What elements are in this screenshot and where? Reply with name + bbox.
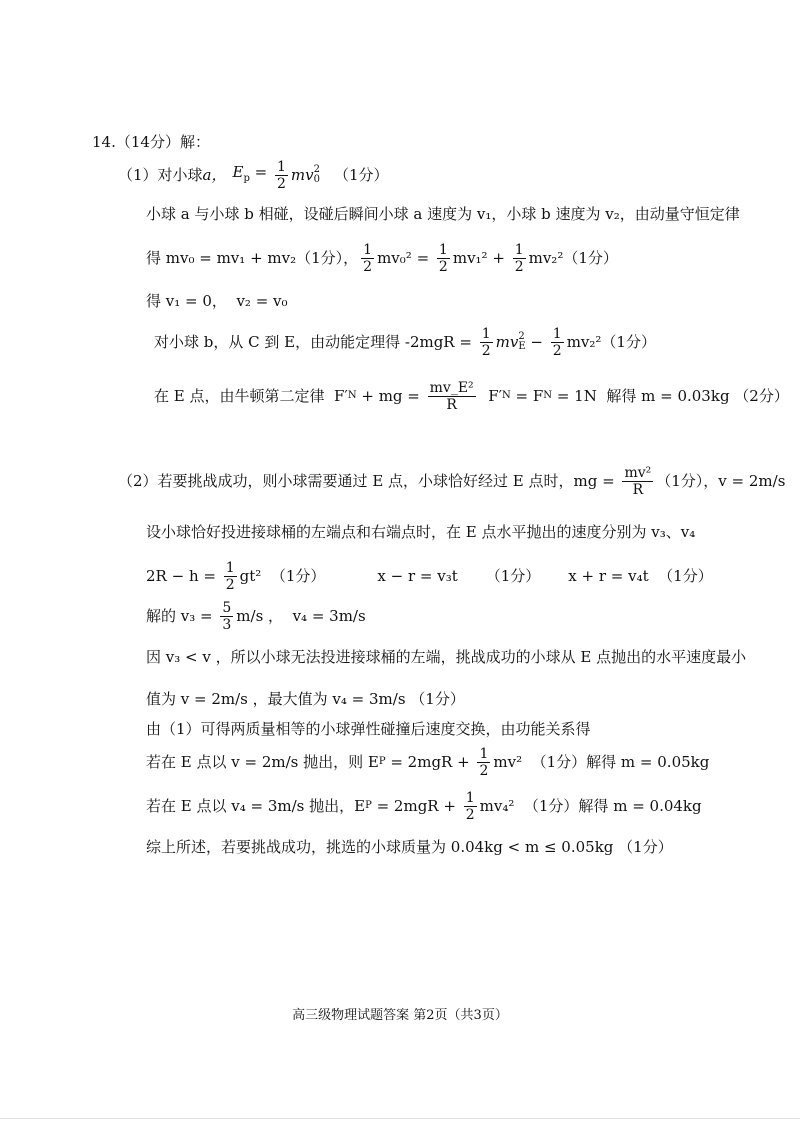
frac-num: 1 bbox=[363, 241, 373, 258]
frac-num: 1 bbox=[479, 745, 489, 762]
problem-title bbox=[92, 131, 210, 153]
sup: 2 bbox=[313, 164, 320, 175]
part2-line7-text: 由（1）可得两质量相等的小球弹性碰撞后速度交换，由功能关系得 bbox=[146, 720, 591, 738]
mv-term: mv bbox=[495, 333, 519, 351]
ve-scripts bbox=[518, 332, 525, 352]
result-m2: mv₄² （1分）解得 m = 0.04kg bbox=[479, 797, 702, 815]
part2-line7 bbox=[146, 718, 591, 740]
frac-num: 1 bbox=[465, 789, 475, 806]
fraction-half bbox=[480, 326, 493, 359]
part2-line1 bbox=[118, 462, 785, 500]
mv2-term: mv₂²（1分） bbox=[566, 333, 656, 351]
conclusion: 综上所述，若要挑战成功，挑选的小球质量为 0.04kg < m ≤ 0.05kg （1分） bbox=[146, 838, 673, 856]
fn-prime: F′ bbox=[478, 387, 503, 405]
frac-den: 2 bbox=[481, 342, 491, 359]
fraction-5-3 bbox=[220, 600, 233, 633]
footer-text: 高三级物理试题答案 第2页（共3页） bbox=[292, 1008, 508, 1023]
page-footer bbox=[0, 1004, 800, 1023]
frac-den: 2 bbox=[479, 762, 489, 779]
part2-line3 bbox=[146, 558, 713, 594]
fn: = F bbox=[510, 387, 544, 405]
frac-num: 1 bbox=[481, 325, 491, 342]
fraction-half bbox=[513, 242, 526, 275]
part2-line6-text: 值为 v = 2m/s ，最大值为 v₄ = 3m/s （1分） bbox=[146, 690, 465, 708]
fraction-half bbox=[437, 242, 450, 275]
part2-line8 bbox=[146, 744, 709, 780]
frac-den: 3 bbox=[222, 616, 232, 633]
part2-line10 bbox=[146, 836, 673, 858]
v0-scripts bbox=[314, 165, 320, 185]
energy-term3: mv₂²（1分） bbox=[528, 249, 618, 267]
part2-line5 bbox=[146, 646, 746, 668]
part2-line6 bbox=[146, 688, 465, 710]
sub: N bbox=[502, 390, 511, 401]
result-m1: mv² （1分）解得 m = 0.05kg bbox=[493, 753, 710, 771]
part2-line2-text: 设小球恰好投进接球桶的左端点和右端点时，在 E 点水平抛出的速度分别为 v₃、v₄ bbox=[146, 523, 696, 541]
work-energy-eq: 对小球 b，从 C 到 E，由动能定理得 -2mgR = bbox=[154, 333, 477, 351]
sub: P bbox=[378, 756, 386, 767]
sub: 0 bbox=[313, 174, 320, 185]
frac-den: 2 bbox=[225, 576, 235, 593]
part2-line1-text: （2）若要挑战成功，则小球需要通过 E 点，小球恰好经过 E 点时，mg = bbox=[118, 472, 620, 490]
sub: N bbox=[347, 390, 357, 401]
fraction-half bbox=[224, 560, 237, 593]
part1-line5 bbox=[154, 324, 656, 360]
frac-num: 1 bbox=[438, 241, 448, 258]
part2-line1-tail: （1分），v = 2m/s bbox=[656, 472, 786, 490]
sub: E bbox=[518, 341, 526, 352]
part1-line4-text: 得 v₁ = 0， v₂ = v₀ bbox=[146, 292, 288, 310]
newton-eq: + mg = bbox=[356, 387, 425, 405]
energy-eq: = 2mgR + bbox=[385, 753, 475, 771]
part2-line5-text: 因 v₃ < v ，所以小球无法投进接球桶的左端，挑战成功的小球从 E 点抛出的水平速度最小 bbox=[146, 648, 747, 666]
frac-num: 1 bbox=[225, 559, 235, 576]
energy-term1: mv₀² = bbox=[377, 249, 434, 267]
fraction-half bbox=[551, 326, 564, 359]
score: （1分） bbox=[333, 166, 389, 184]
frac-den: R bbox=[632, 481, 644, 498]
result: = 1N 解得 m = 0.03kg （2分） bbox=[552, 387, 789, 405]
minus-sign: − bbox=[525, 333, 548, 351]
part1-line1-eq bbox=[233, 161, 272, 190]
part1-line1 bbox=[118, 158, 389, 192]
solve-v4: m/s ， v₄ = 3m/s bbox=[236, 607, 366, 625]
right-eq: x + r = v₄t （1分） bbox=[568, 567, 713, 585]
solve-v3: 解的 v₃ = bbox=[146, 607, 218, 625]
momentum-eq: 得 mv₀ = mv₁ + mv₂（1分）， bbox=[146, 249, 359, 267]
part2-line4 bbox=[146, 598, 366, 634]
bottom-divider bbox=[0, 1118, 800, 1119]
frac-num: 1 bbox=[514, 241, 524, 258]
frac-den: 2 bbox=[276, 175, 286, 192]
newton-text: 在 E 点，由牛顿第二定律 F′ bbox=[154, 387, 348, 405]
sub: N bbox=[543, 390, 553, 401]
frac-num: 1 bbox=[276, 158, 286, 175]
frac-den: 2 bbox=[363, 258, 373, 275]
eq-sign: = bbox=[249, 162, 272, 181]
energy-term2: mv₁² + bbox=[452, 249, 510, 267]
frac-num: 5 bbox=[222, 599, 232, 616]
frac-num: 1 bbox=[552, 325, 562, 342]
frac-den: 2 bbox=[438, 258, 448, 275]
frac-num: mv_E² bbox=[429, 379, 474, 396]
mv-term: mv bbox=[290, 166, 314, 184]
fraction-mve2-r bbox=[428, 380, 476, 413]
frac-num: mv² bbox=[624, 464, 652, 481]
part1-line2 bbox=[146, 203, 740, 225]
frac-den: 2 bbox=[514, 258, 524, 275]
frac-den: R bbox=[446, 396, 457, 413]
fraction-half bbox=[275, 159, 288, 192]
frac-den: 2 bbox=[465, 806, 475, 823]
left-eq-score: （1分） bbox=[485, 567, 541, 585]
part1-line6 bbox=[154, 377, 789, 415]
fall-eq-tail: gt² （1分） bbox=[239, 567, 326, 585]
sub: P bbox=[365, 800, 372, 811]
part1-line1-text: （1）对小球 bbox=[118, 166, 203, 184]
part1-line4 bbox=[146, 290, 288, 312]
ep-symbol: E bbox=[232, 162, 244, 181]
ep-sub: p bbox=[243, 172, 250, 184]
case-v2: 若在 E 点以 v = 2m/s 抛出，则 E bbox=[146, 753, 379, 771]
fraction-mv2-r bbox=[622, 465, 653, 498]
frac-den: 2 bbox=[552, 342, 562, 359]
part2-line9 bbox=[146, 788, 702, 824]
sup: 2 bbox=[518, 331, 525, 342]
part1-line2-text: 小球 a 与小球 b 相碰，设碰后瞬间小球 a 速度为 v₁，小球 b 速度为 v₂，由动量守恒定律 bbox=[146, 205, 740, 223]
part2-line2 bbox=[146, 521, 695, 543]
fraction-half bbox=[464, 790, 477, 823]
fraction-half bbox=[361, 242, 374, 275]
fraction-half bbox=[477, 746, 490, 779]
energy-eq: = 2mgR + bbox=[371, 797, 461, 815]
left-eq: x − r = v₃t bbox=[377, 567, 458, 585]
case-v4: 若在 E 点以 v₄ = 3m/s 抛出，E bbox=[146, 797, 366, 815]
fall-eq: 2R − h = bbox=[146, 567, 221, 585]
problem-title-text: 14.（14分）解： bbox=[92, 133, 210, 151]
part1-line1-var: a， bbox=[202, 166, 227, 184]
part1-line3 bbox=[146, 240, 618, 276]
